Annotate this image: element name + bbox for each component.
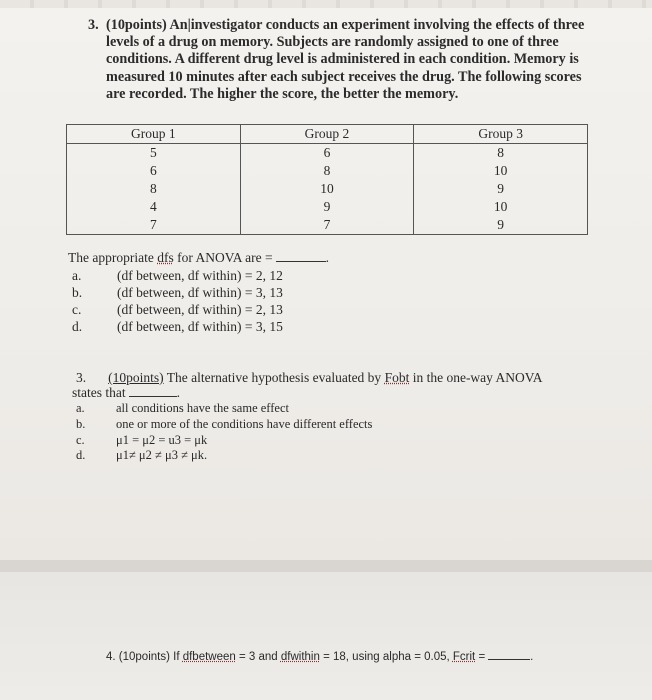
table-cell: 9 bbox=[414, 180, 588, 198]
second-page bbox=[0, 572, 652, 700]
table-cell: 8 bbox=[240, 162, 414, 180]
table-row bbox=[67, 144, 588, 163]
option-letter: a. bbox=[76, 401, 85, 415]
dfs-end: . bbox=[325, 250, 329, 265]
question-line-2: states that bbox=[72, 385, 126, 400]
prompt-line-2: levels of a drug on memory. Subjects are randomly assigned to one of three bbox=[106, 34, 559, 51]
question-text-b: in the one-way ANOVA bbox=[409, 370, 543, 385]
dfs-suffix: for ANOVA are = bbox=[173, 250, 273, 265]
table-header-row bbox=[67, 125, 588, 144]
table-row bbox=[67, 162, 588, 180]
question-4 bbox=[106, 650, 533, 663]
q4-suffix: = bbox=[475, 651, 486, 663]
table-cell: 8 bbox=[414, 144, 588, 163]
option-text: all conditions have the same effect bbox=[116, 401, 289, 415]
option-text: (df between, df within) = 2, 13 bbox=[117, 302, 283, 317]
scores-table bbox=[66, 124, 588, 235]
table-cell: 9 bbox=[414, 216, 588, 235]
question-end: . bbox=[176, 385, 180, 400]
option-text: μ1≠ μ2 ≠ μ3 ≠ μk. bbox=[116, 448, 208, 462]
table-cell: 10 bbox=[240, 180, 414, 198]
answer-blank bbox=[129, 386, 177, 397]
prompt-line-5: are recorded. The higher the score, the better the memory. bbox=[106, 85, 459, 102]
option-text: (df between, df within) = 2, 12 bbox=[117, 268, 283, 283]
table-row bbox=[67, 216, 588, 235]
prompt-line-1: (10points) An|investigator conducts an experiment involving the effects of three bbox=[106, 17, 585, 33]
table-row bbox=[67, 180, 588, 198]
option-text: μ1 = μ2 = u3 = μk bbox=[116, 433, 208, 447]
q4-prefix: 4. (10points) If bbox=[106, 651, 183, 663]
question-3-prompt bbox=[88, 17, 618, 103]
table-cell: 5 bbox=[67, 144, 241, 163]
q4-end: . bbox=[530, 651, 534, 663]
option-text: one or more of the conditions have different effects bbox=[116, 417, 373, 431]
dfwithin-term: dfwithin bbox=[280, 651, 320, 663]
option-letter: d. bbox=[72, 319, 83, 334]
table-cell: 6 bbox=[240, 144, 414, 163]
question-3b-line-1 bbox=[76, 370, 543, 386]
option-letter: b. bbox=[72, 285, 83, 300]
option-letter: d. bbox=[76, 448, 86, 462]
table-cell: 4 bbox=[67, 198, 241, 216]
dfs-term: dfs bbox=[157, 250, 174, 265]
header-group-3: Group 3 bbox=[414, 125, 588, 144]
table-cell: 7 bbox=[67, 216, 241, 235]
answer-blank bbox=[276, 251, 326, 262]
option-letter: c. bbox=[72, 302, 82, 317]
question-3b-line-2 bbox=[72, 385, 180, 401]
answer-blank bbox=[488, 650, 530, 660]
table-cell: 6 bbox=[67, 162, 241, 180]
header-group-1: Group 1 bbox=[67, 125, 241, 144]
table-cell: 8 bbox=[67, 180, 241, 198]
fobt-term: Fobt bbox=[384, 370, 410, 385]
question-number: 3. bbox=[76, 370, 87, 385]
header-group-2: Group 2 bbox=[240, 125, 414, 144]
option-letter: b. bbox=[76, 417, 86, 431]
prompt-line-4: measured 10 minutes after each subject receives the drug. The following scores bbox=[106, 68, 582, 85]
option-letter: c. bbox=[76, 433, 85, 447]
option-text: (df between, df within) = 3, 15 bbox=[117, 319, 283, 334]
dfbetween-term: dfbetween bbox=[182, 651, 236, 663]
q4-mid-1: = 3 and bbox=[235, 651, 281, 663]
question-text-a: The alternative hypothesis evaluated by bbox=[163, 370, 385, 385]
dfs-question bbox=[68, 250, 329, 266]
table-cell: 10 bbox=[414, 198, 588, 216]
question-number: 3. bbox=[88, 17, 99, 33]
option-letter: a. bbox=[72, 268, 82, 283]
q4-mid-2: = 18, using alpha = 0.05, bbox=[319, 651, 453, 663]
prompt-line-3: conditions. A different drug level is administered in each condition. Memory is bbox=[106, 51, 579, 68]
table-cell: 7 bbox=[240, 216, 414, 235]
fcrit-term: Fcrit bbox=[452, 651, 476, 663]
page-top-edge bbox=[0, 0, 652, 8]
table-cell: 10 bbox=[414, 162, 588, 180]
points-label: (10points) bbox=[108, 370, 164, 385]
option-text: (df between, df within) = 3, 13 bbox=[117, 285, 283, 300]
table-row bbox=[67, 198, 588, 216]
table-cell: 9 bbox=[240, 198, 414, 216]
dfs-prefix: The appropriate bbox=[68, 250, 158, 265]
